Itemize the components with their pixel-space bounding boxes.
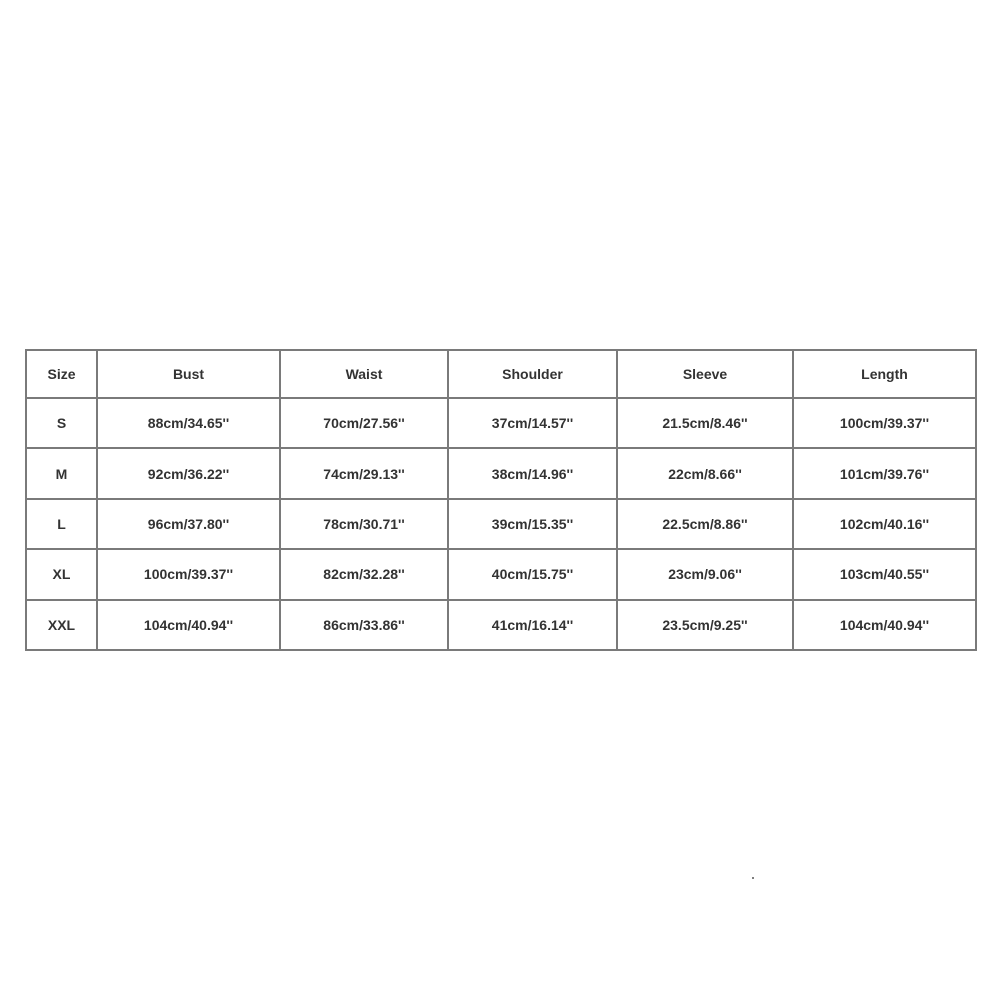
cell-shoulder: 41cm/16.14'' <box>448 600 617 650</box>
table-row <box>26 549 976 599</box>
cell-size: M <box>26 448 97 498</box>
header-row <box>26 350 976 398</box>
header-length: Length <box>793 350 976 398</box>
cell-bust: 100cm/39.37'' <box>97 549 280 599</box>
cell-shoulder: 39cm/15.35'' <box>448 499 617 549</box>
table-row <box>26 448 976 498</box>
cell-waist: 86cm/33.86'' <box>280 600 448 650</box>
cell-sleeve: 21.5cm/8.46'' <box>617 398 793 448</box>
cell-length: 103cm/40.55'' <box>793 549 976 599</box>
cell-waist: 74cm/29.13'' <box>280 448 448 498</box>
size-chart-table <box>25 349 977 651</box>
cell-length: 101cm/39.76'' <box>793 448 976 498</box>
cell-waist: 82cm/32.28'' <box>280 549 448 599</box>
cell-bust: 88cm/34.65'' <box>97 398 280 448</box>
cell-shoulder: 37cm/14.57'' <box>448 398 617 448</box>
cell-sleeve: 23.5cm/9.25'' <box>617 600 793 650</box>
cell-sleeve: 22.5cm/8.86'' <box>617 499 793 549</box>
table-row <box>26 398 976 448</box>
header-waist: Waist <box>280 350 448 398</box>
header-bust: Bust <box>97 350 280 398</box>
cell-shoulder: 40cm/15.75'' <box>448 549 617 599</box>
header-size: Size <box>26 350 97 398</box>
cell-waist: 78cm/30.71'' <box>280 499 448 549</box>
cell-shoulder: 38cm/14.96'' <box>448 448 617 498</box>
cell-length: 104cm/40.94'' <box>793 600 976 650</box>
table-row <box>26 600 976 650</box>
header-shoulder: Shoulder <box>448 350 617 398</box>
cell-size: XL <box>26 549 97 599</box>
cell-bust: 92cm/36.22'' <box>97 448 280 498</box>
cell-size: XXL <box>26 600 97 650</box>
cell-bust: 104cm/40.94'' <box>97 600 280 650</box>
header-sleeve: Sleeve <box>617 350 793 398</box>
cell-length: 100cm/39.37'' <box>793 398 976 448</box>
cell-bust: 96cm/37.80'' <box>97 499 280 549</box>
cell-size: L <box>26 499 97 549</box>
cell-sleeve: 23cm/9.06'' <box>617 549 793 599</box>
stray-dot <box>752 877 754 879</box>
table-row <box>26 499 976 549</box>
cell-waist: 70cm/27.56'' <box>280 398 448 448</box>
cell-length: 102cm/40.16'' <box>793 499 976 549</box>
cell-sleeve: 22cm/8.66'' <box>617 448 793 498</box>
cell-size: S <box>26 398 97 448</box>
